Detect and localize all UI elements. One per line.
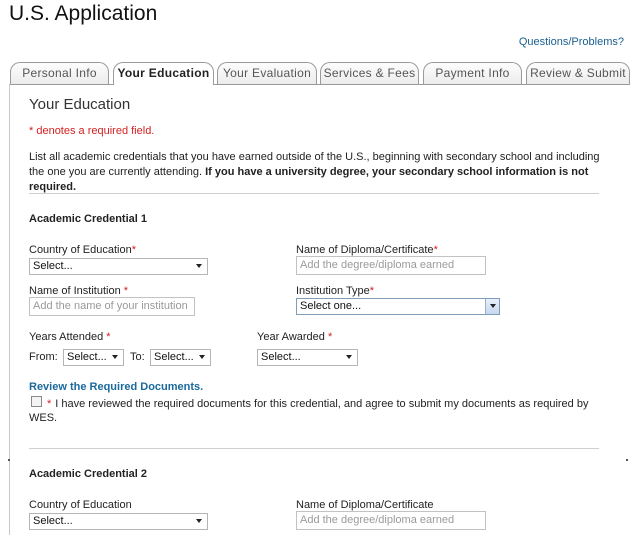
diploma-label: Name of Diploma/Certificate* (296, 244, 438, 256)
dropdown-button[interactable] (485, 299, 499, 314)
section-title: Your Education (29, 96, 131, 113)
dot (626, 459, 628, 461)
review-documents-link[interactable]: Review the Required Documents. (29, 381, 204, 393)
content-border (9, 84, 10, 535)
institution-type-label: Institution Type* (296, 285, 375, 297)
country-select[interactable]: Select... (29, 258, 208, 275)
intro-plain: List all academic credentials that you have earned outside of the U.S., beginning with secondary school and including the one you are currently attending. (29, 151, 600, 178)
country-label-2: Country of Education (29, 499, 132, 511)
intro-bold: If you have a university degree, your secondary school information is not required. (29, 166, 589, 193)
country-label: Country of Education* (29, 244, 137, 256)
chevron-down-icon (490, 304, 496, 308)
institution-label: Name of Institution * (29, 285, 129, 297)
divider (29, 193, 599, 194)
required-note: * denotes a required field. (29, 125, 155, 137)
intro-text (29, 150, 614, 195)
diploma-input-2[interactable]: Add the degree/diploma earned (296, 511, 486, 530)
institution-type-select[interactable]: Select one... (296, 298, 500, 315)
credential-1-title: Academic Credential 1 (29, 213, 147, 225)
divider (29, 448, 599, 449)
tab-underline (10, 84, 630, 85)
diploma-label-2: Name of Diploma/Certificate (296, 499, 434, 511)
to-label: To: (130, 351, 145, 363)
year-awarded-label: Year Awarded * (257, 331, 333, 343)
from-label: From: (29, 351, 58, 363)
credential-2-title: Academic Credential 2 (29, 468, 147, 480)
tab-bar (10, 62, 630, 84)
year-awarded-select[interactable]: Select... (257, 349, 358, 366)
years-attended-label: Years Attended * (29, 331, 111, 343)
chevron-down-icon (112, 355, 118, 359)
diploma-input[interactable]: Add the degree/diploma earned (296, 256, 486, 275)
tab-your-evaluation[interactable]: Your Evaluation (217, 62, 317, 84)
institution-input[interactable]: Add the name of your institution (29, 297, 195, 316)
tab-review-submit[interactable]: Review & Submit (526, 62, 630, 84)
help-link[interactable]: Questions/Problems? (518, 36, 624, 48)
dot (8, 459, 10, 461)
tab-services-fees[interactable]: Services & Fees (320, 62, 419, 84)
chevron-down-icon (199, 355, 205, 359)
agree-text: * I have reviewed the required documents for this credential, and agree to submit my documents as required by WES. (29, 398, 589, 424)
chevron-down-icon (346, 355, 352, 359)
chevron-down-icon (196, 264, 202, 268)
country-select-2[interactable]: Select... (29, 513, 208, 530)
tab-personal-info[interactable]: Personal Info (10, 62, 109, 84)
to-year-select[interactable]: Select... (150, 349, 211, 366)
from-year-select[interactable]: Select... (63, 349, 124, 366)
chevron-down-icon (196, 519, 202, 523)
tab-payment-info[interactable]: Payment Info (423, 62, 522, 84)
app-title: U.S. Application (9, 2, 158, 25)
tab-your-education[interactable]: Your Education (113, 62, 214, 85)
